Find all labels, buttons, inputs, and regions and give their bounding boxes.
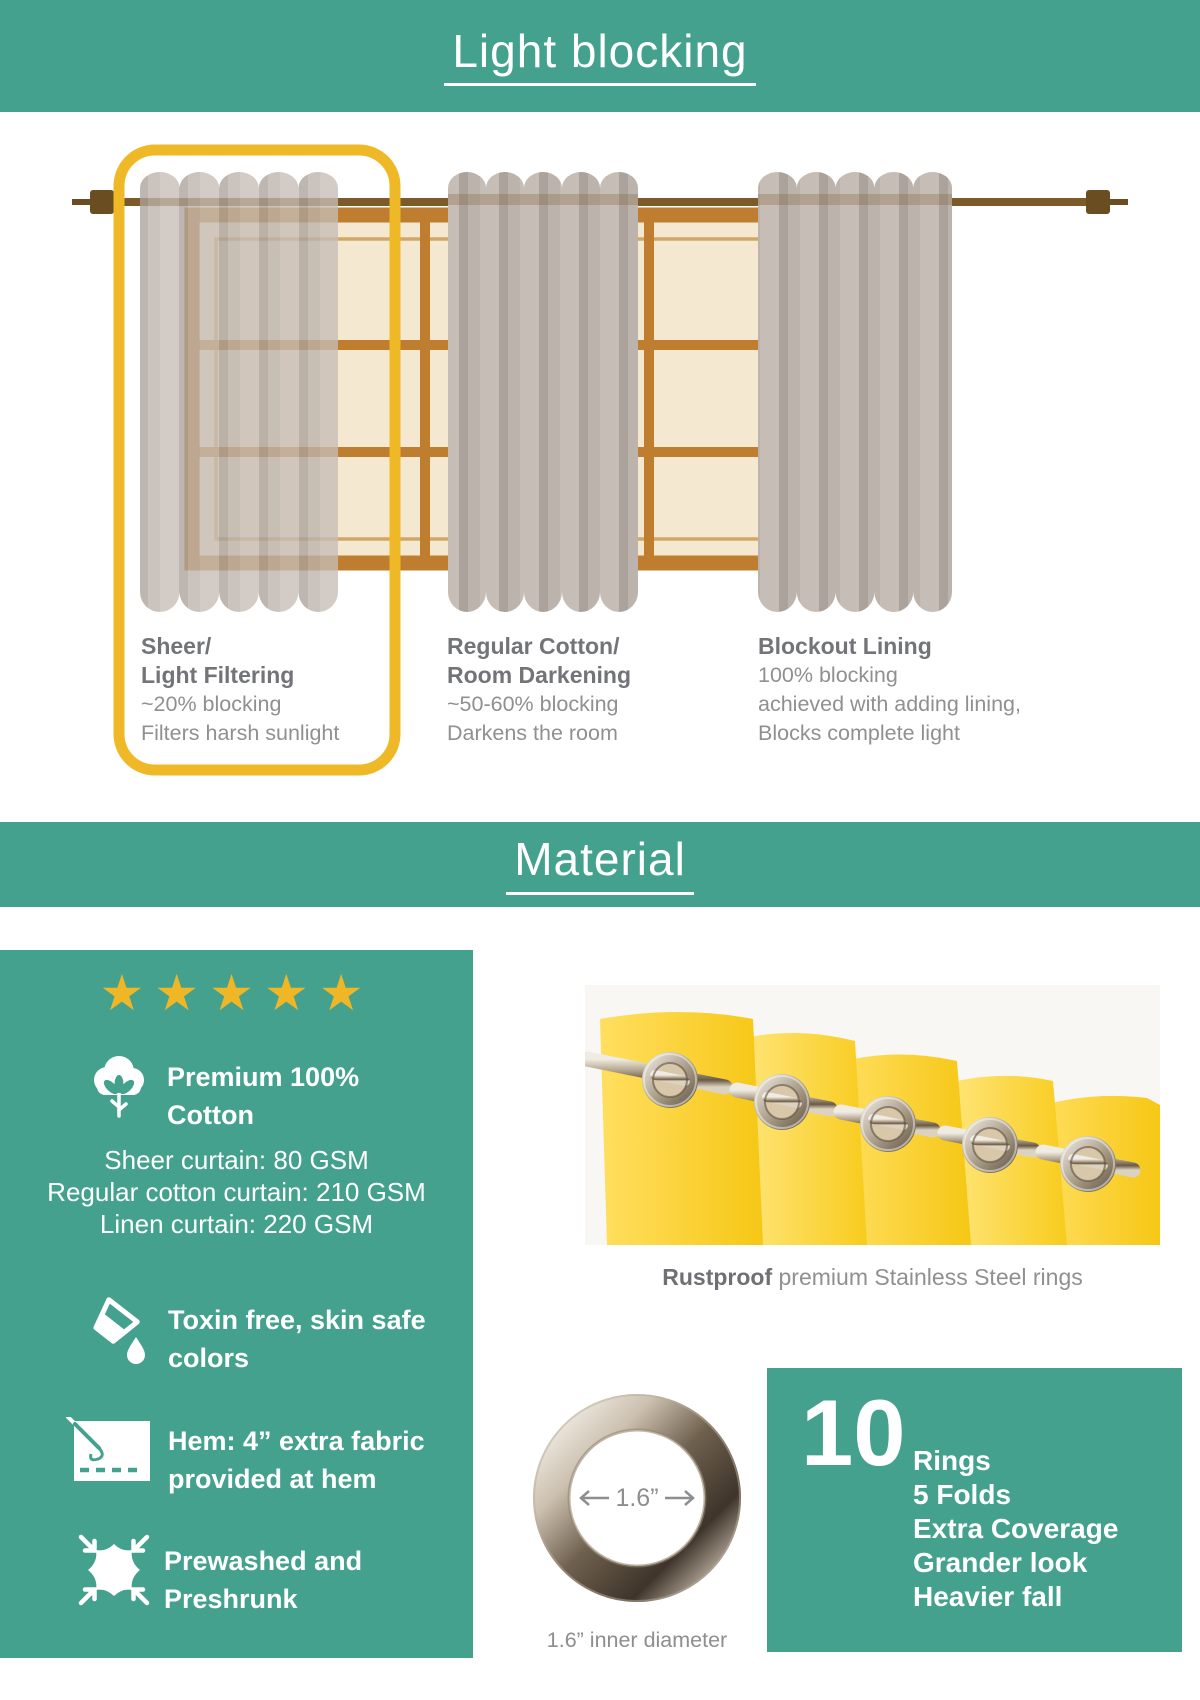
option-detail: Filters harsh sunlight [141, 721, 340, 745]
material-header [0, 822, 1200, 907]
rings-count: 10 [801, 1380, 906, 1485]
rings-benefit-line: Rings [913, 1445, 991, 1476]
option-title: Blockout Lining [758, 633, 932, 659]
rings-benefit-line: Extra Coverage [913, 1513, 1119, 1544]
curtain-blockout-graphic [758, 172, 952, 612]
option-sheer-label [141, 632, 371, 748]
gsm-line: Sheer curtain: 80 GSM [104, 1145, 369, 1175]
cotton-icon [85, 1050, 153, 1120]
caption-rest: premium Stainless Steel rings [772, 1264, 1083, 1290]
option-detail: Darkens the room [447, 721, 618, 745]
option-detail: ~20% blocking [141, 692, 282, 716]
material-title: Material [506, 834, 694, 895]
feature-text-line: Toxin free, skin safe [168, 1305, 426, 1335]
feature-text-line: colors [168, 1343, 250, 1373]
gsm-specs [0, 1144, 473, 1240]
five-star-rating: ★★★★★ [99, 965, 374, 1021]
feature-prewashed [78, 1534, 362, 1618]
rings-benefit-line: 5 Folds [913, 1479, 1012, 1510]
feature-hem [66, 1417, 425, 1498]
rings-benefits-list [913, 1444, 1118, 1614]
option-detail: Blocks complete light [758, 721, 960, 745]
option-title: Sheer/ [141, 633, 212, 659]
feature-text-line: Preshrunk [164, 1584, 298, 1614]
rings-photo-caption [585, 1262, 1160, 1292]
feature-text-line: provided at hem [168, 1464, 377, 1494]
feature-text-line: Premium 100% [167, 1062, 360, 1092]
option-title: Regular Cotton/ [447, 633, 620, 659]
rings-benefit-line: Heavier fall [913, 1581, 1063, 1612]
light-blocking-title: Light blocking [444, 26, 755, 87]
feature-text-line: Prewashed and [164, 1546, 363, 1576]
dye-pour-icon [80, 1291, 154, 1369]
option-title: Light Filtering [141, 662, 295, 688]
hem-needle-icon [66, 1417, 154, 1485]
option-cotton-label [447, 632, 697, 748]
ring-diameter-caption: 1.6” inner diameter [546, 1628, 728, 1652]
curtain-sheer-graphic [140, 172, 338, 612]
caption-bold: Rustproof [662, 1264, 773, 1290]
ring-diameter-value: 1.6” [615, 1484, 659, 1512]
feature-premium-cotton [85, 1050, 359, 1134]
material-features-panel [0, 950, 473, 1658]
feature-toxin-free [80, 1291, 426, 1377]
option-detail: 100% blocking [758, 663, 898, 687]
gsm-line: Linen curtain: 220 GSM [99, 1209, 374, 1239]
option-detail: ~50-60% blocking [447, 692, 619, 716]
gsm-line: Regular cotton curtain: 210 GSM [47, 1177, 426, 1207]
curtain-cotton-graphic [448, 172, 638, 612]
feature-text-line: Hem: 4” extra fabric [168, 1426, 425, 1456]
feature-text-line: Cotton [167, 1100, 254, 1130]
option-detail: achieved with adding lining, [758, 692, 1021, 716]
rings-count-box [767, 1368, 1182, 1652]
option-title: Room Darkening [447, 662, 632, 688]
steel-ring-diagram [523, 1392, 751, 1604]
rings-benefit-line: Grander look [913, 1547, 1088, 1578]
option-blockout-label [758, 632, 1058, 748]
light-blocking-header [0, 0, 1200, 112]
yellow-curtain-photo [585, 985, 1160, 1245]
shrink-arrows-icon [78, 1534, 150, 1606]
